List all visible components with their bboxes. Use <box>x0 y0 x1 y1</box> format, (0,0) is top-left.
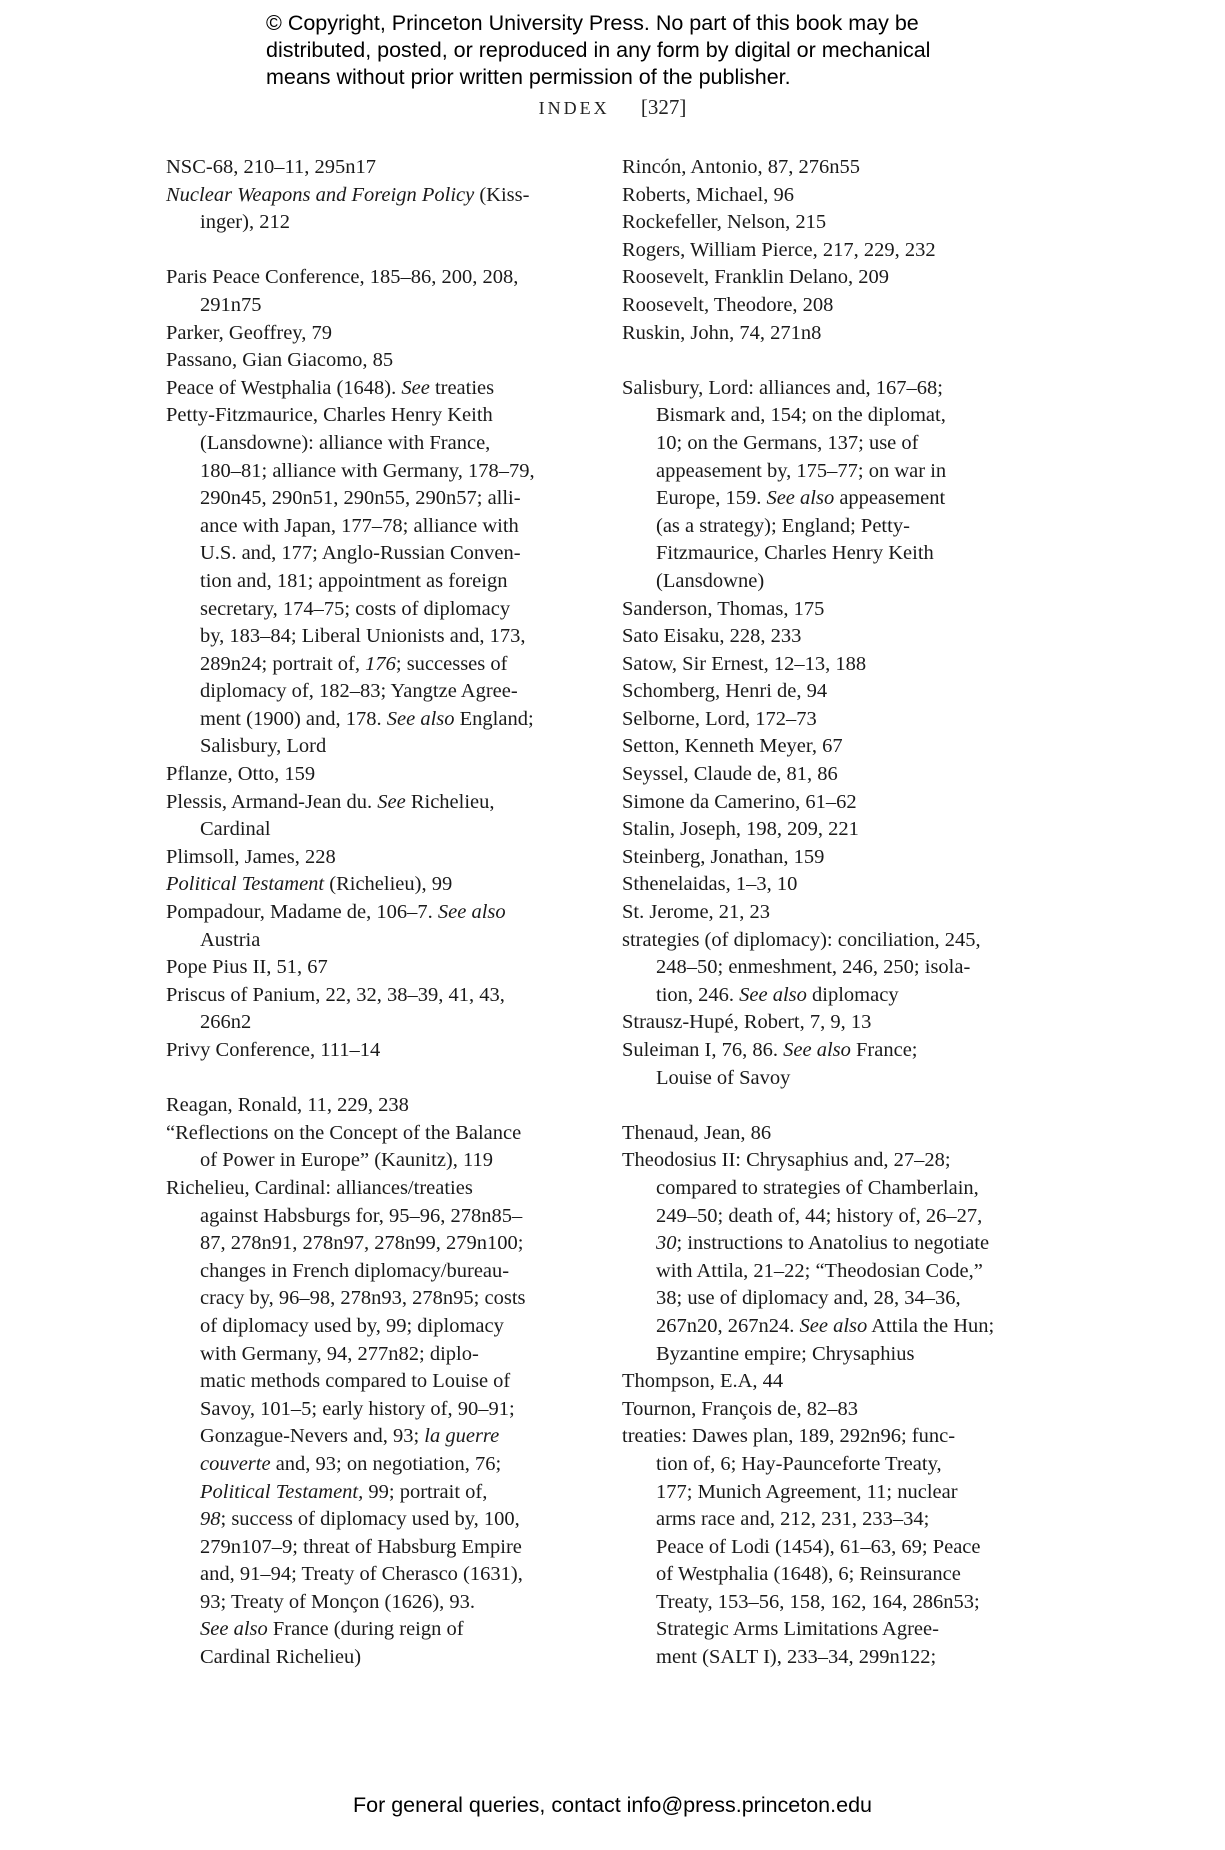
index-text: Plimsoll, James, 228 <box>166 845 336 868</box>
index-entry <box>622 816 1062 844</box>
index-text-italic: 176 <box>365 652 396 675</box>
index-text: Strausz-Hupé, Robert, 7, 9, 13 <box>622 1011 872 1034</box>
index-text: 10; on the Germans, 137; use of <box>656 431 919 454</box>
index-text: Cardinal <box>200 818 271 841</box>
index-text: Rockefeller, Nelson, 215 <box>622 211 827 234</box>
index-text: Tournon, François de, 82–83 <box>622 1397 858 1420</box>
index-entry <box>622 182 1062 210</box>
index-text-italic: See also <box>799 1314 868 1337</box>
index-entry <box>622 623 1062 651</box>
index-text: Roosevelt, Theodore, 208 <box>622 293 834 316</box>
section-gap <box>166 237 586 265</box>
index-text: treaties <box>429 376 495 399</box>
index-entry <box>166 844 586 872</box>
index-column-right <box>622 154 1062 1672</box>
index-text: Plessis, Armand-Jean du. <box>166 790 378 813</box>
index-text: tion and, 181; appointment as foreign <box>200 569 508 592</box>
index-text: arms race and, 212, 231, 233–34; <box>656 1508 930 1531</box>
index-text: and, 93; on negotiation, 76; <box>270 1452 502 1475</box>
index-entry <box>166 375 586 403</box>
index-text: 291n75 <box>200 293 262 316</box>
index-text: ; successes of <box>395 652 508 675</box>
running-title: INDEX <box>538 98 610 118</box>
index-text: with Germany, 94, 277n82; diplo- <box>200 1342 479 1365</box>
index-text: 267n20, 267n24. <box>656 1314 800 1337</box>
index-entry <box>622 264 1062 292</box>
index-text: of Westphalia (1648), 6; Reinsurance <box>656 1563 961 1586</box>
index-text: Thompson, E.A, 44 <box>622 1370 784 1393</box>
index-text-italic: couverte <box>200 1452 271 1475</box>
index-text: Selborne, Lord, 172–73 <box>622 707 817 730</box>
index-entry <box>622 927 1062 1010</box>
copyright-line: means without prior written permission of the publisher. <box>266 65 791 89</box>
index-text: Setton, Kenneth Meyer, 67 <box>622 735 843 758</box>
section-gap <box>166 1065 586 1093</box>
index-text: Petty-Fitzmaurice, Charles Henry Keith <box>166 404 493 427</box>
index-text: (as a strategy); England; Petty- <box>656 514 910 537</box>
index-text: Sthenelaidas, 1–3, 10 <box>622 873 798 896</box>
index-entry <box>166 1175 586 1672</box>
index-entry <box>622 1037 1062 1092</box>
index-text: Satow, Sir Ernest, 12–13, 188 <box>622 652 867 675</box>
index-entry <box>622 1396 1062 1424</box>
index-text: Peace of Lodi (1454), 61–63, 69; Peace <box>656 1535 981 1558</box>
index-text: Bismark and, 154; on the diplomat, <box>656 404 946 427</box>
index-text: Salisbury, Lord: alliances and, 167–68; <box>622 376 943 399</box>
index-text: 93; Treaty of Monçon (1626), 93. <box>200 1590 476 1613</box>
index-text-italic: See also <box>783 1039 851 1061</box>
index-text: Privy Conference, 111–14 <box>166 1039 381 1061</box>
index-entry <box>622 844 1062 872</box>
index-text: (Richelieu), 99 <box>324 873 453 896</box>
index-entry <box>166 789 586 844</box>
index-text-italic: Political Testament, <box>200 1480 364 1503</box>
index-text: St. Jerome, 21, 23 <box>622 901 771 924</box>
index-text: “Reflections on the Concept of the Balance <box>166 1121 522 1144</box>
section-gap <box>622 1092 1062 1120</box>
index-text: Sanderson, Thomas, 175 <box>622 597 825 620</box>
index-text: Richelieu, Cardinal: alliances/treaties <box>166 1176 473 1199</box>
index-entry <box>622 596 1062 624</box>
index-entry <box>166 1120 586 1175</box>
index-text: tion, 246. <box>656 983 740 1006</box>
index-text: Treaty, 153–56, 158, 162, 164, 286n53; <box>656 1590 980 1613</box>
index-entry <box>622 706 1062 734</box>
index-text: treaties: Dawes plan, 189, 292n96; func- <box>622 1425 956 1448</box>
index-text: and, 91–94; Treaty of Cherasco (1631), <box>200 1563 523 1586</box>
index-text: ment (SALT I), 233–34, 299n122; <box>656 1646 937 1669</box>
index-entry <box>166 761 586 789</box>
index-entry <box>622 1147 1062 1368</box>
index-text: Priscus of Panium, 22, 32, 38–39, 41, 43, <box>166 983 505 1006</box>
index-text: against Habsburgs for, 95–96, 278n85– <box>200 1204 523 1227</box>
index-text: Salisbury, Lord <box>200 735 327 758</box>
index-text: 279n107–9; threat of Habsburg Empire <box>200 1535 522 1558</box>
index-entry <box>166 982 586 1037</box>
index-text: Ruskin, John, 74, 271n8 <box>622 321 822 344</box>
index-text: Fitzmaurice, Charles Henry Keith <box>656 542 934 565</box>
index-text: 266n2 <box>200 1011 252 1034</box>
index-text-italic: See <box>377 790 406 813</box>
index-text: 289n24; portrait of, <box>200 652 366 675</box>
index-text: France (during reign of <box>267 1618 464 1641</box>
index-entry <box>166 182 586 237</box>
index-entry <box>622 375 1062 596</box>
index-entry <box>166 264 586 319</box>
index-entry <box>622 154 1062 182</box>
index-text: Thenaud, Jean, 86 <box>622 1121 772 1144</box>
index-text: 248–50; enmeshment, 246, 250; isola- <box>656 956 971 979</box>
index-column-left <box>166 154 586 1672</box>
index-text: Reagan, Ronald, 11, 229, 238 <box>166 1094 409 1117</box>
index-text: compared to strategies of Chamberlain, <box>656 1176 979 1199</box>
index-text: Europe, 159. <box>656 487 767 510</box>
index-entry <box>622 651 1062 679</box>
index-text: 87, 278n91, 278n97, 278n99, 279n100; <box>200 1232 524 1255</box>
index-text: of Power in Europe” (Kaunitz), 119 <box>200 1149 493 1172</box>
index-entry <box>166 954 586 982</box>
index-entry <box>622 789 1062 817</box>
index-entry <box>166 320 586 348</box>
index-text: 290n45, 290n51, 290n55, 290n57; alli- <box>200 487 521 510</box>
index-text: Paris Peace Conference, 185–86, 200, 208, <box>166 266 519 289</box>
index-text: Pompadour, Madame de, 106–7. <box>166 901 438 924</box>
copyright-line: © Copyright, Princeton University Press. No part of this book may be <box>266 11 919 35</box>
index-entry <box>622 292 1062 320</box>
index-text-italic: See also <box>766 487 835 510</box>
index-text: by, 183–84; Liberal Unionists and, 173, <box>200 625 526 648</box>
footer-contact: For general queries, contact info@press.princeton.edu <box>352 1793 872 1817</box>
copyright-line: distributed, posted, or reproduced in any form by digital or mechanical <box>266 38 931 62</box>
index-text: Pope Pius II, 51, 67 <box>166 956 328 979</box>
index-text: Simone da Camerino, 61–62 <box>622 790 857 813</box>
index-text: Pflanze, Otto, 159 <box>166 763 316 786</box>
index-text-italic: 98 <box>200 1508 221 1531</box>
index-entry <box>166 154 586 182</box>
index-text: Attila the Hun; <box>867 1314 995 1337</box>
index-text: ment (1900) and, 178. <box>200 707 387 730</box>
index-text: cracy by, 96–98, 278n93, 278n95; costs <box>200 1287 526 1310</box>
index-text: 177; Munich Agreement, 11; nuclear <box>656 1480 958 1503</box>
index-text: diplomacy of, 182–83; Yangtze Agree- <box>200 680 518 703</box>
index-entry <box>622 678 1062 706</box>
index-text: Cardinal Richelieu) <box>200 1646 362 1669</box>
index-text: Peace of Westphalia (1648). <box>166 376 402 399</box>
index-text: appeasement <box>834 487 946 510</box>
index-text: Steinberg, Jonathan, 159 <box>622 845 825 868</box>
index-text: France; <box>850 1039 918 1061</box>
index-text-italic: See also <box>386 707 455 730</box>
index-text: changes in French diplomacy/bureau- <box>200 1259 510 1282</box>
index-text-italic: Nuclear Weapons and Foreign Policy <box>166 183 475 206</box>
index-entry <box>622 237 1062 265</box>
index-entry <box>622 1368 1062 1396</box>
index-entry <box>166 402 586 761</box>
index-text-italic: 30 <box>656 1232 677 1255</box>
index-text: strategies (of diplomacy): conciliation, 245, <box>622 928 981 951</box>
index-text: Sato Eisaku, 228, 233 <box>622 625 802 648</box>
index-text: Austria <box>200 928 261 951</box>
index-text: Suleiman I, 76, 86. <box>622 1039 784 1061</box>
index-text: Parker, Geoffrey, 79 <box>166 321 332 344</box>
index-text: Schomberg, Henri de, 94 <box>622 680 828 703</box>
index-entry <box>166 899 586 954</box>
index-entry <box>166 871 586 899</box>
running-head <box>0 95 1225 120</box>
index-text: U.S. and, 177; Anglo-Russian Conven- <box>200 542 521 565</box>
index-text: inger), 212 <box>200 211 290 234</box>
index-text-italic: See <box>401 376 430 399</box>
section-gap <box>622 347 1062 375</box>
index-text: Strategic Arms Limitations Agree- <box>656 1618 939 1641</box>
index-text: tion of, 6; Hay-Paunceforte Treaty, <box>656 1452 942 1475</box>
index-text: matic methods compared to Louise of <box>200 1370 511 1393</box>
index-entry <box>622 761 1062 789</box>
index-text: appeasement by, 175–77; on war in <box>656 459 947 482</box>
index-text: with Attila, 21–22; “Theodosian Code,” <box>656 1259 983 1282</box>
index-entry <box>622 1009 1062 1037</box>
index-entry <box>622 1120 1062 1148</box>
index-entry <box>622 320 1062 348</box>
index-entry <box>622 899 1062 927</box>
index-text: Louise of Savoy <box>656 1066 791 1089</box>
index-text: Stalin, Joseph, 198, 209, 221 <box>622 818 859 841</box>
index-text: Rogers, William Pierce, 217, 229, 232 <box>622 238 936 261</box>
index-text: 38; use of diplomacy and, 28, 34–36, <box>656 1287 961 1310</box>
index-text: Passano, Gian Giacomo, 85 <box>166 349 394 372</box>
index-entry <box>166 1092 586 1120</box>
index-entry <box>166 1037 586 1065</box>
index-entry <box>622 209 1062 237</box>
index-text: 180–81; alliance with Germany, 178–79, <box>200 459 535 482</box>
index-text: ; success of diplomacy used by, 100, <box>220 1508 520 1531</box>
index-text: (Lansdowne): alliance with France, <box>200 431 491 454</box>
index-text: ance with Japan, 177–78; alliance with <box>200 514 519 537</box>
index-text: 99; portrait of, <box>363 1480 488 1503</box>
page-number: [327] <box>640 95 687 119</box>
index-text: (Lansdowne) <box>656 569 765 592</box>
index-entry <box>622 871 1062 899</box>
index-text: Savoy, 101–5; early history of, 90–91; <box>200 1397 515 1420</box>
index-text: (Kiss- <box>474 183 530 206</box>
index-entry <box>622 1423 1062 1671</box>
index-text: diplomacy <box>806 983 899 1006</box>
index-text: ; instructions to Anatolius to negotiate <box>676 1232 990 1255</box>
index-text-italic: See also <box>200 1618 268 1641</box>
copyright-notice <box>266 10 1026 91</box>
index-text: NSC-68, 210–11, 295n17 <box>166 156 376 178</box>
index-text: 249–50; death of, 44; history of, 26–27, <box>656 1204 983 1227</box>
index-entry <box>622 733 1062 761</box>
index-entry <box>166 347 586 375</box>
index-text-italic: See also <box>437 901 506 924</box>
index-text: Richelieu, <box>405 790 495 813</box>
index-text: Gonzague-Nevers and, 93; <box>200 1425 425 1448</box>
index-text-italic: la guerre <box>424 1425 500 1448</box>
index-text: England; <box>454 707 534 730</box>
index-text: Seyssel, Claude de, 81, 86 <box>622 763 838 786</box>
index-text: Byzantine empire; Chrysaphius <box>656 1342 915 1365</box>
index-text: secretary, 174–75; costs of diplomacy <box>200 597 511 620</box>
index-text-italic: See also <box>739 983 807 1006</box>
index-text: Roosevelt, Franklin Delano, 209 <box>622 266 890 289</box>
index-text-italic: Political Testament <box>166 873 325 896</box>
index-text: Rincón, Antonio, 87, 276n55 <box>622 156 861 178</box>
index-text: Roberts, Michael, 96 <box>622 183 794 206</box>
index-text: Theodosius II: Chrysaphius and, 27–28; <box>622 1149 951 1172</box>
index-text: of diplomacy used by, 99; diplomacy <box>200 1314 504 1337</box>
